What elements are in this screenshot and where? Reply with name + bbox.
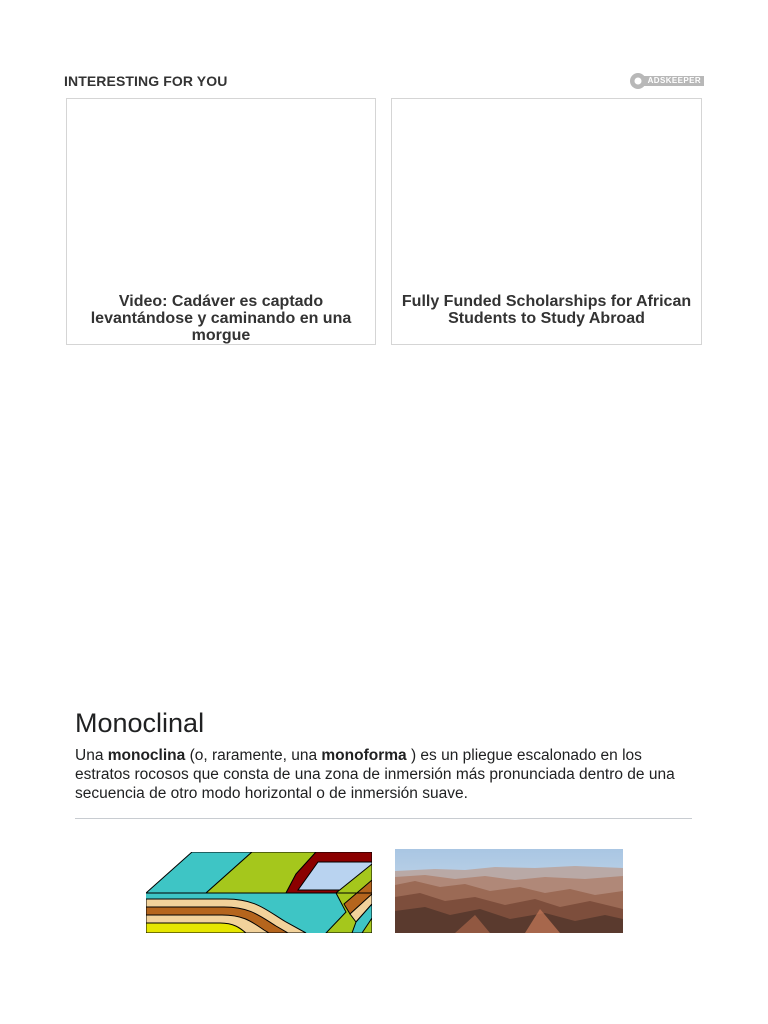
intro-text: (o, raramente, una [185, 747, 322, 764]
article-intro [75, 746, 700, 803]
ad-widget-header [64, 72, 704, 92]
adskeeper-logo[interactable] [629, 72, 704, 90]
ad-card-image[interactable] [67, 99, 375, 279]
term-monoforma: monoforma [321, 747, 407, 764]
term-monoclina: monoclina [107, 747, 186, 764]
ad-card-image[interactable] [392, 99, 701, 279]
ad-card-headline[interactable]: Fully Funded Scholarships for African Students to Study Abroad [401, 293, 692, 327]
ad-card[interactable] [66, 98, 376, 345]
ad-card[interactable] [391, 98, 702, 345]
ad-widget-title: INTERESTING FOR YOU [64, 73, 228, 89]
canyon-photo[interactable] [395, 849, 623, 933]
intro-text: ) es un pliegue escalonado en los estratos rocosos que consta de una zona de inmersión más pronunciada dentro de una secuencia de otro modo horizontal o de inmersión suave. [75, 747, 675, 802]
monocline-diagram[interactable] [146, 852, 372, 933]
section-divider [75, 818, 692, 819]
ad-card-headline[interactable]: Video: Cadáver es captado levantándose y caminando en una morgue [90, 293, 352, 344]
adskeeper-brand-label: ADSKEEPER [644, 76, 704, 86]
article-heading: Monoclinal [75, 708, 205, 738]
intro-text: Una [75, 747, 108, 764]
